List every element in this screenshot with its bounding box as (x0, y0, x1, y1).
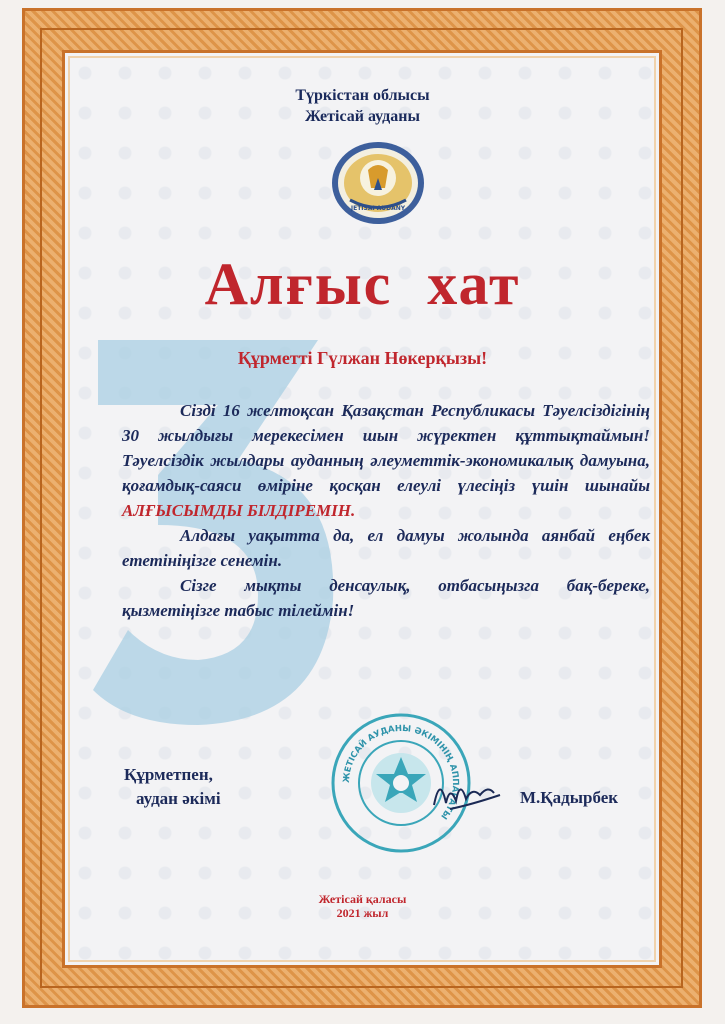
footer-city: Жетісай қаласы (318, 892, 407, 906)
body-paragraph (122, 398, 650, 523)
signature-icon (430, 765, 505, 815)
footer-year: 2021 жыл (336, 906, 389, 920)
closing-line-1: Құрметпен, (124, 765, 213, 784)
signer-name: М.Қадырбек (520, 788, 619, 807)
emblem-text: JETISAI AUDANY (350, 205, 406, 212)
seal-text: ЖЕТІСАЙ АУДАНЫ ӘКІМІНІҢ АППАРАТЫ (341, 723, 461, 821)
closing-line-2: аудан әкімі (136, 789, 221, 808)
district-name: Жетісай ауданы (305, 108, 420, 125)
district-emblem-icon (330, 140, 426, 226)
document-title: Алғыс хат (204, 251, 521, 317)
closing-block (124, 763, 221, 811)
region-name: Түркістан облысы (295, 87, 430, 104)
salutation: Құрметті Гүлжан Нөкерқызы! (237, 348, 488, 368)
body-paragraph: Алдағы уақытта да, ел дамуы жолында аянбай еңбек ететініңізге сенемін. (122, 526, 650, 570)
body-paragraph: Сізге мықты денсаулық, отбасыңызга бақ-береке, қызметіңізге табыс тілеймін! (122, 576, 650, 620)
letter-body (122, 398, 650, 623)
gratitude-highlight: АЛҒЫСЫМДЫ БІЛДІРЕМІН. (122, 501, 356, 520)
paragraph-1-text: Сізді 16 желтоқсан Қазақстан Республикасы Тәуелсіздігінің 30 жылдығы мерекесімен шын жүректен құттықтаймын! Тәуелсіздік жылдары ауданның әлеуметтік-экономикалық дамуына, қоғамдық-саяси өміріне қосқан елеулі үлесіңіз үшін шынайы (122, 401, 650, 495)
